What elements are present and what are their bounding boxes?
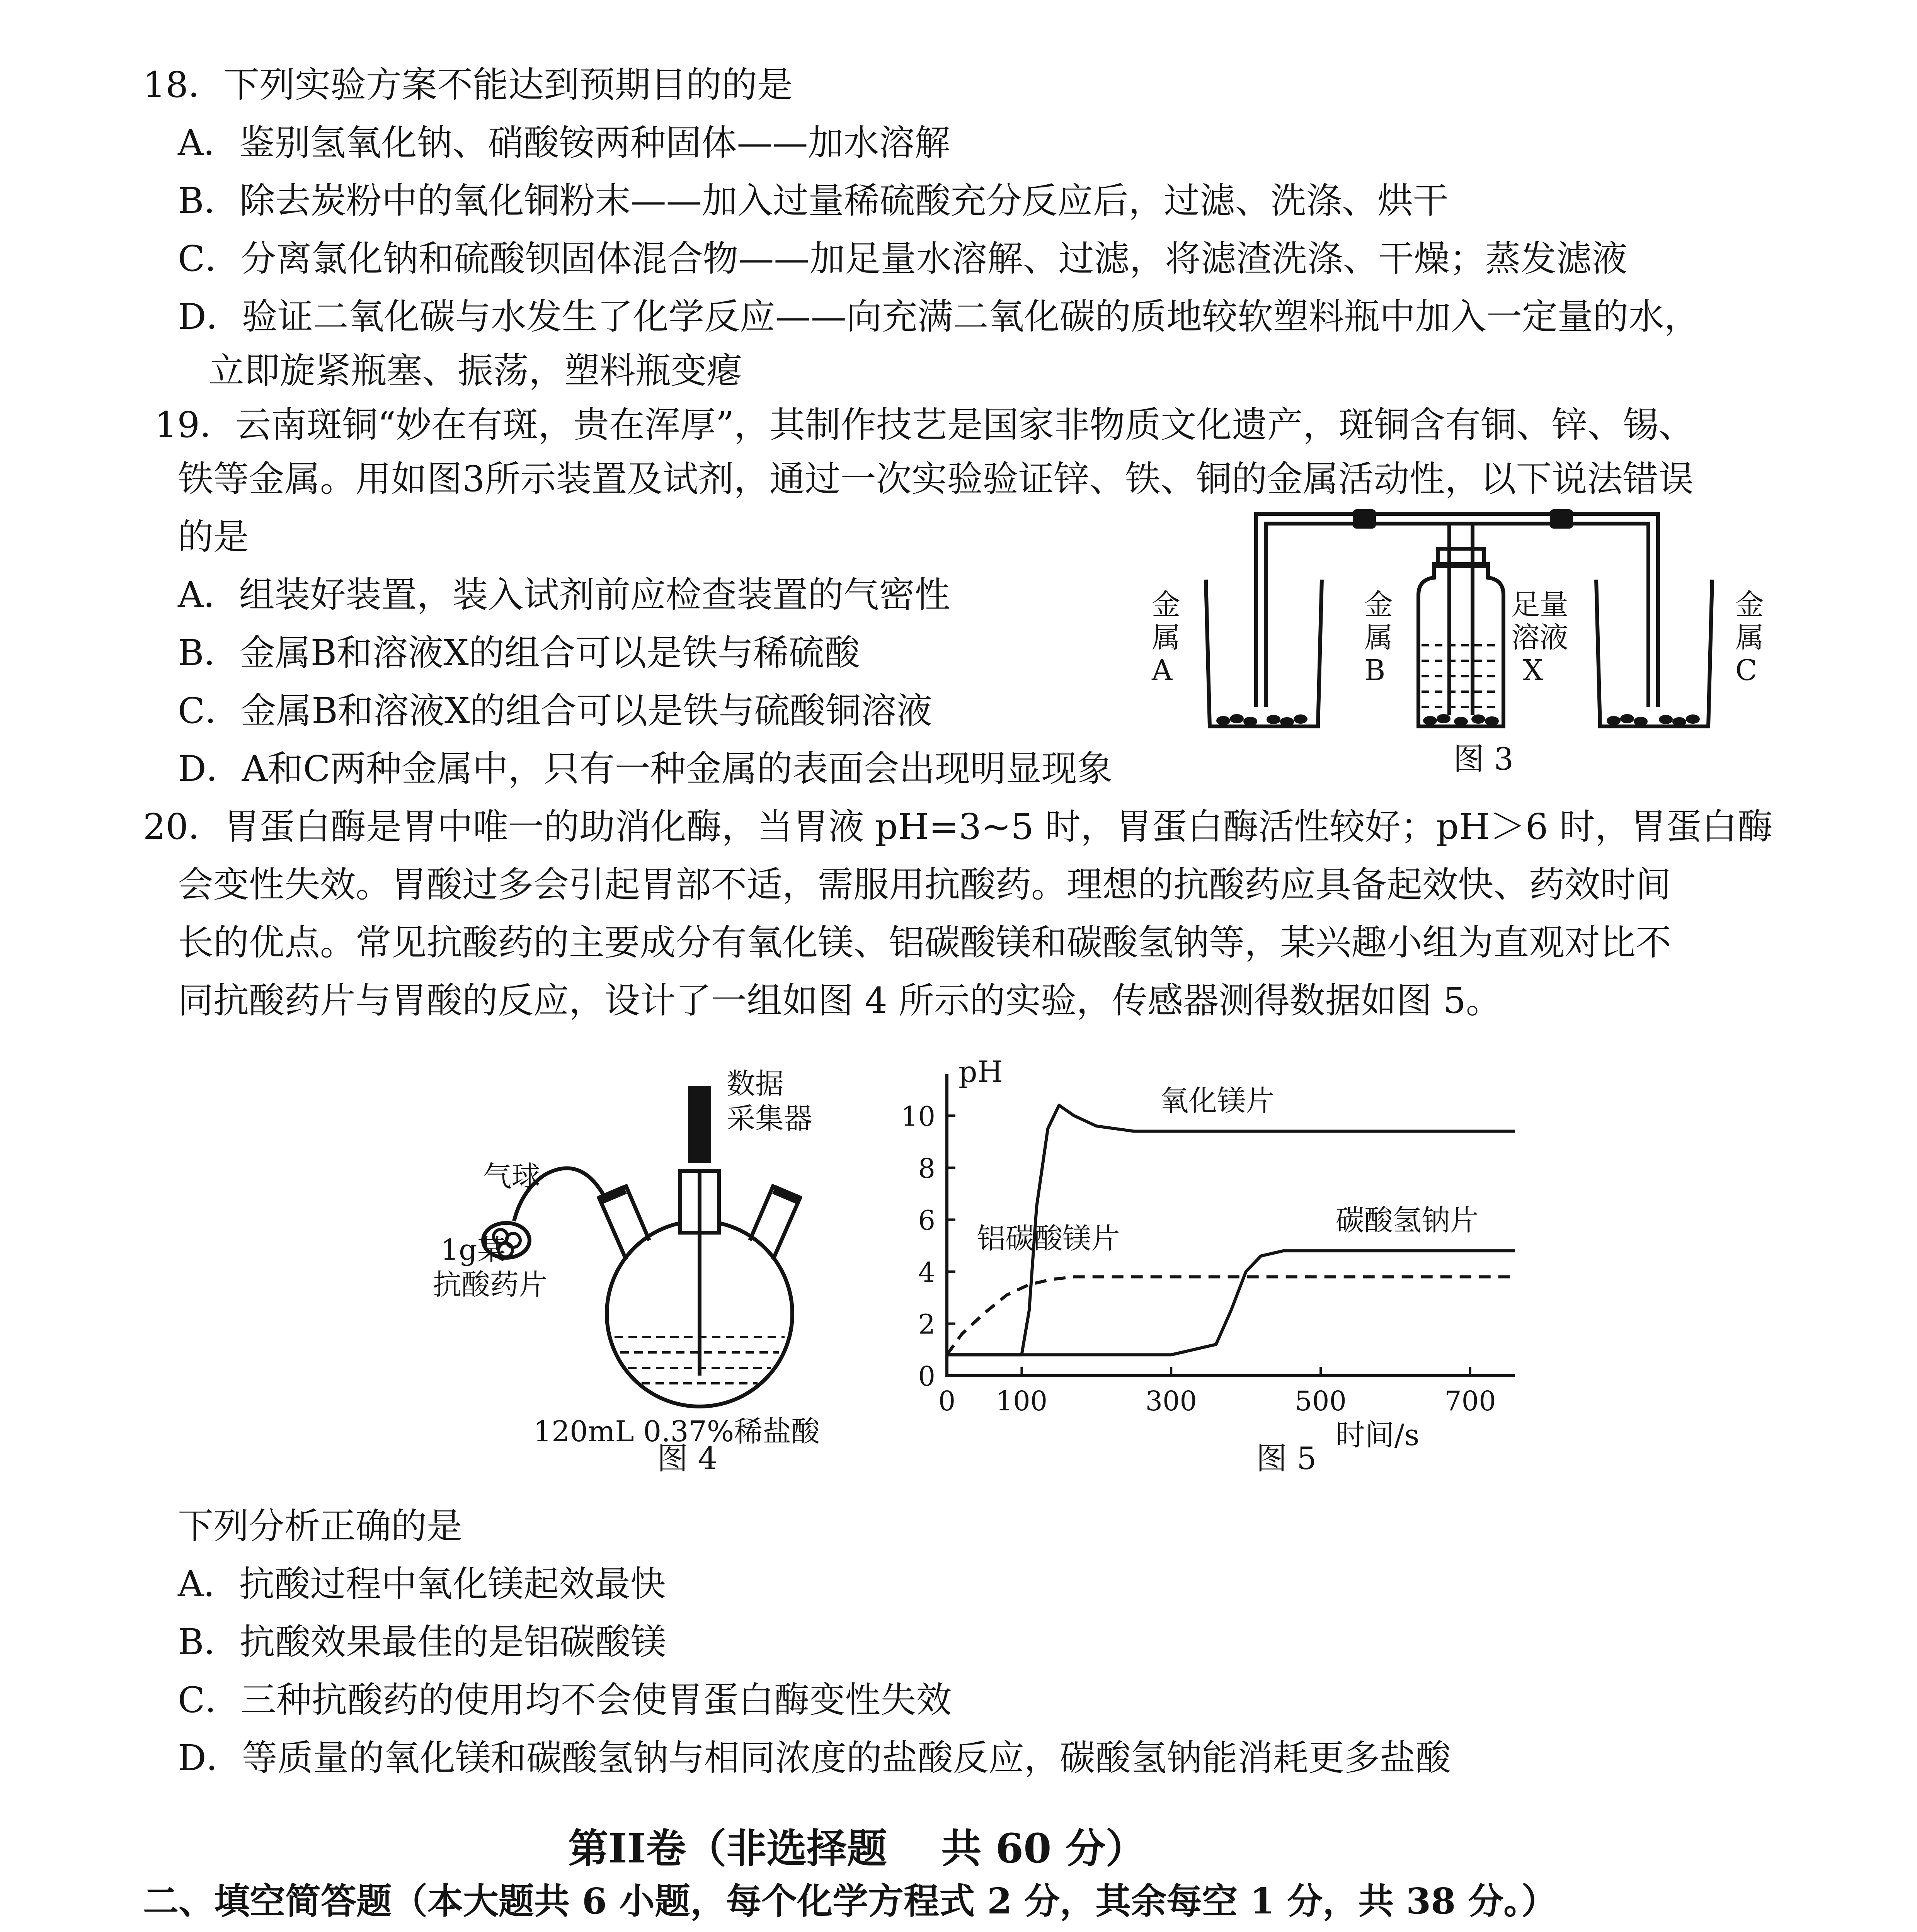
fig4-collector-2: 采集器 — [727, 1102, 812, 1135]
q18-stem: 18．下列实验方案不能达到预期目的的是 — [143, 64, 793, 105]
series-label-nahco3: 碳酸氢钠片 — [1335, 1204, 1479, 1237]
figure-5-chart — [881, 1059, 1538, 1461]
q20-lead: 下列分析正确的是 — [178, 1505, 463, 1547]
section-2-title: 第II卷（非选择题 共 60 分） — [568, 1825, 1146, 1872]
data-collector-icon — [688, 1086, 711, 1163]
x-tick-label: 700 — [1444, 1385, 1496, 1417]
fig3-label-b-3: B — [1364, 654, 1386, 687]
fig3-label-b-1: 金 — [1364, 588, 1393, 621]
y-tick-label: 4 — [918, 1256, 935, 1288]
fig4-tablet-label-2: 抗酸药片 — [433, 1268, 547, 1301]
q20-option-a: A．抗酸过程中氧化镁起效最快 — [178, 1563, 666, 1605]
x-tick-label: 500 — [1295, 1385, 1347, 1417]
series-label-mgo: 氧化镁片 — [1160, 1084, 1275, 1117]
fig4-balloon-label: 气球 — [483, 1160, 540, 1193]
q20-option-b: B．抗酸效果最佳的是铝碳酸镁 — [178, 1621, 666, 1663]
fig3-label-a-1: 金 — [1152, 588, 1180, 621]
q18-option-d: D．验证二氧化碳与水发生了化学反应——向充满二氧化碳的质地较软塑料瓶中加入一定量的水， — [178, 296, 1700, 337]
fig3-label-x-1: 足量 — [1511, 588, 1568, 621]
y-tick-label: 0 — [918, 1361, 935, 1392]
q18-option-a: A．鉴别氢氧化钠、硝酸铵两种固体——加水溶解 — [178, 122, 950, 163]
figure-4-caption: 图 4 — [657, 1440, 718, 1476]
x-tick-label: 100 — [996, 1385, 1048, 1417]
fig3-label-x-3: X — [1523, 654, 1543, 687]
q20-stem-3: 长的优点。常见抗酸药的主要成分有氧化镁、铝碳酸镁和碳酸氢钠等，某兴趣小组为直观对比不 — [178, 922, 1672, 963]
figure-4-apparatus — [417, 1059, 920, 1445]
q20-option-c: C．三种抗酸药的使用均不会使胃蛋白酶变性失效 — [178, 1679, 952, 1721]
chart-x-axis-label: 时间/s — [1335, 1418, 1420, 1452]
fig3-label-c-3: C — [1735, 654, 1757, 687]
y-tick-label: 6 — [918, 1204, 935, 1236]
y-tick-label: 8 — [918, 1152, 935, 1184]
fig4-acid-label: 120mL 0.37%稀盐酸 — [533, 1415, 820, 1445]
q19-stem-1: 19．云南斑铜“妙在有斑，贵在浑厚”，其制作技艺是国家非物质文化遗产，斑铜含有铜、锌、锡、 — [155, 404, 1694, 446]
figure-3-caption: 图 3 — [1453, 741, 1514, 777]
y-tick-label: 10 — [901, 1100, 935, 1133]
q20-stem-1: 20．胃蛋白酶是胃中唯一的助消化酶，当胃液 pH=3~5 时，胃蛋白酶活性较好；pH＞6 时，胃蛋白酶 — [143, 806, 1773, 847]
q18-option-b: B．除去炭粉中的氧化铜粉末——加入过量稀硫酸充分反应后，过滤、洗涤、烘干 — [178, 180, 1449, 221]
fig3-label-b-2: 属 — [1364, 621, 1393, 654]
y-tick-label: 2 — [918, 1308, 935, 1340]
q19-option-b: B．金属B和溶液X的组合可以是铁与稀硫酸 — [178, 632, 860, 673]
chart-ticks — [901, 1100, 1496, 1417]
q20-stem-4: 同抗酸药片与胃酸的反应，设计了一组如图 4 所示的实验，传感器测得数据如图 5。 — [178, 980, 1502, 1021]
q18-option-c: C．分离氯化钠和硫酸钡固体混合物——加足量水溶解、过滤，将滤渣洗涤、干燥；蒸发滤液 — [178, 238, 1628, 279]
q18-option-d-cont: 立即旋紧瓶塞、振荡，塑料瓶变瘪 — [209, 350, 742, 391]
fig3-label-c-2: 属 — [1735, 621, 1764, 654]
x-tick-label: 0 — [938, 1385, 956, 1417]
section-2-heading: 二、填空简答题（本大题共 6 小题，每个化学方程式 2 分，其余每空 1 分，共 38 分。） — [143, 1880, 1557, 1922]
q19-stem-2: 铁等金属。用如图3所示装置及试剂，通过一次实验验证锌、铁、铜的金属活动性，以下说法错误 — [178, 458, 1694, 500]
q19-option-c: C．金属B和溶液X的组合可以是铁与硫酸铜溶液 — [178, 690, 932, 731]
fig3-label-a-2: 属 — [1152, 621, 1180, 654]
fig4-tablet-label-1: 1g某 — [441, 1233, 506, 1267]
q20-stem-2: 会变性失效。胃酸过多会引起胃部不适，需服用抗酸药。理想的抗酸药应具备起效快、药效时间 — [178, 864, 1672, 905]
fig3-label-x-2: 溶液 — [1511, 621, 1568, 654]
fig4-collector-1: 数据 — [727, 1067, 784, 1100]
fig3-label-c-1: 金 — [1735, 588, 1764, 621]
series-label-hydrotalcite: 铝碳酸镁片 — [977, 1222, 1120, 1255]
figure-5-caption: 图 5 — [1256, 1440, 1317, 1476]
q19-stem-3: 的是 — [178, 516, 249, 558]
q19-option-d: D．A和C两种金属中，只有一种金属的表面会出现明显现象 — [178, 748, 1113, 789]
q20-option-d: D．等质量的氧化镁和碳酸氢钠与相同浓度的盐酸反应，碳酸氢钠能消耗更多盐酸 — [178, 1737, 1451, 1779]
chart-y-axis-label: pH — [958, 1059, 1003, 1089]
q19-option-a: A．组装好装置，装入试剂前应检查装置的气密性 — [178, 574, 950, 616]
x-tick-label: 300 — [1145, 1385, 1197, 1417]
fig3-label-a-3: A — [1152, 654, 1173, 687]
